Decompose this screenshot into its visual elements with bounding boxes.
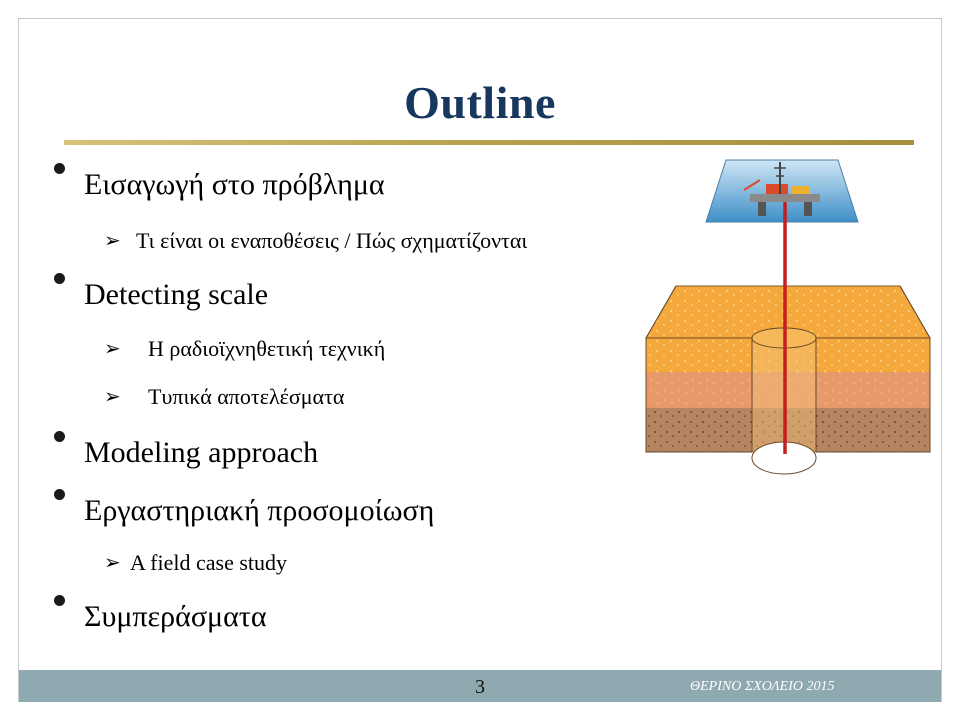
arrowhead-bullet-icon: ➢ [104,384,121,408]
round-bullet-icon [54,273,65,284]
footer-text: ΘΕΡΙΝΟ ΣΧΟΛΕΙΟ 2015 [690,679,835,694]
arrowhead-bullet-icon: ➢ [104,336,121,360]
arrowhead-bullet-icon: ➢ [104,550,121,574]
arrowhead-bullet-icon: ➢ [104,228,121,252]
outline-item-label: Modeling approach [84,436,319,469]
outline-subitem-label: Η ραδιοϊχνηθετική τεχνική [148,336,386,361]
round-bullet-icon [54,595,65,606]
outline-subitem-label: A field case study [130,550,288,575]
round-bullet-icon [54,431,65,442]
title-underline [64,140,914,145]
outline-item-label: Εργαστηριακή προσομοίωση [84,494,435,527]
outline-item-label: Συμπεράσματα [84,600,267,633]
offshore-oil-well-illustration [640,158,940,488]
round-bullet-icon [54,489,65,500]
outline-subitem-label: Τυπικά αποτελέσματα [148,384,345,409]
page-number: 3 [475,676,485,698]
outline-item-label: Εισαγωγή στο πρόβλημα [84,168,385,201]
outline-item-label: Detecting scale [84,278,269,311]
slide-title: Outline [404,77,556,128]
outline-subitem-label: Τι είναι οι εναποθέσεις / Πώς σχηματίζονται [136,228,528,253]
round-bullet-icon [54,163,65,174]
